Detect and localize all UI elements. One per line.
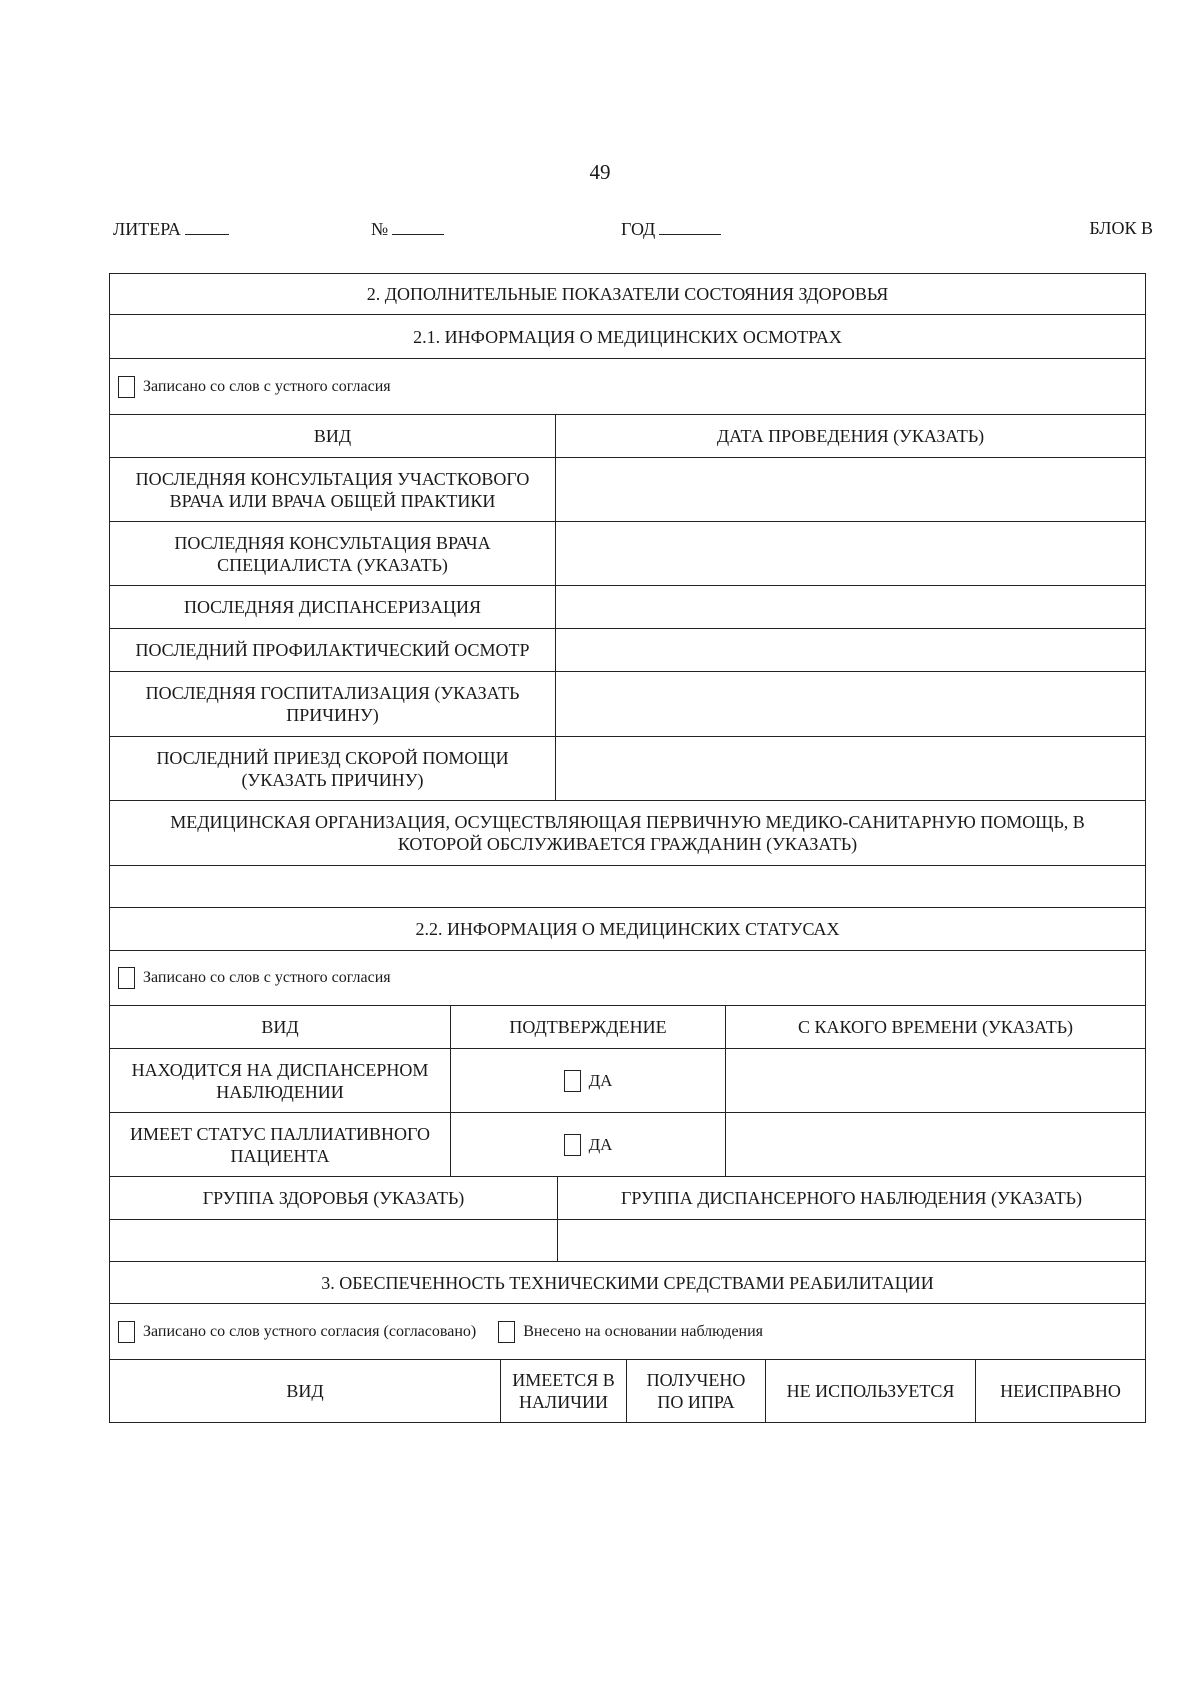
status-since-field[interactable]: [726, 1113, 1145, 1176]
sub2-col-type: ВИД: [110, 1006, 451, 1048]
section3-observed-checkbox[interactable]: [498, 1321, 515, 1343]
status-yes-checkbox[interactable]: [564, 1070, 581, 1092]
s3-col-received: ПОЛУЧЕНО ПО ИПРА: [627, 1360, 766, 1422]
year-field: [621, 218, 721, 240]
sub2-col-confirm: ПОДТВЕРЖДЕНИЕ: [451, 1006, 726, 1048]
sub1-col-date: ДАТА ПРОВЕДЕНИЯ (УКАЗАТЬ): [716, 426, 985, 446]
groups-input-row: [110, 1220, 1145, 1262]
status-label: НАХОДИТСЯ НА ДИСПАНСЕРНОМ НАБЛЮДЕНИИ: [110, 1049, 451, 1112]
sub1-col-type: ВИД: [110, 415, 556, 457]
status-yes-checkbox[interactable]: [564, 1134, 581, 1156]
exam-type-label: ПОСЛЕДНИЙ ПРОФИЛАКТИЧЕСКИЙ ОСМОТР: [110, 629, 556, 671]
health-form: [109, 273, 1146, 1423]
section3-consent: [110, 1304, 1145, 1359]
exam-date-field[interactable]: [556, 522, 1145, 585]
status-confirm: [451, 1049, 726, 1112]
health-group-field[interactable]: [110, 1220, 558, 1261]
health-group-label: ГРУППА ЗДОРОВЬЯ (УКАЗАТЬ): [110, 1177, 558, 1219]
section3-title-row: [110, 1262, 1145, 1304]
table-row: [110, 458, 1145, 522]
org-label: МЕДИЦИНСКАЯ ОРГАНИЗАЦИЯ, ОСУЩЕСТВЛЯЮЩАЯ ПЕРВИЧНУЮ МЕДИКО-САНИТАРНУЮ ПОМОЩЬ, В КОТОРОЙ ОБСЛУЖИВАЕТСЯ ГРАЖДАНИН (УКАЗАТЬ): [170, 812, 1085, 854]
sub2-consent-label: Записано со слов с устного согласия: [143, 969, 391, 986]
org-input-row: [110, 866, 1145, 908]
section3-consent-label: Записано со слов устного согласия (согласовано): [143, 1322, 477, 1340]
exam-type-label: ПОСЛЕДНЯЯ ДИСПАНСЕРИЗАЦИЯ: [110, 586, 556, 628]
number-field: [371, 218, 444, 240]
status-confirm: [451, 1113, 726, 1176]
sub2-consent-row: [110, 951, 1145, 1006]
year-label: ГОД: [621, 219, 656, 239]
s3-col-type: ВИД: [110, 1360, 501, 1422]
s3-col-available: ИМЕЕТСЯ В НАЛИЧИИ: [501, 1360, 627, 1422]
exam-date-field[interactable]: [556, 672, 1145, 736]
dispensary-group-label: ГРУППА ДИСПАНСЕРНОГО НАБЛЮДЕНИЯ (УКАЗАТЬ): [620, 1188, 1083, 1208]
section3-observed-label: Внесено на основании наблюдения: [523, 1322, 764, 1340]
table-row: [110, 629, 1145, 672]
section3-title: 3. ОБЕСПЕЧЕННОСТЬ ТЕХНИЧЕСКИМИ СРЕДСТВАМИ РЕАБИЛИТАЦИИ: [321, 1272, 934, 1293]
exam-date-field[interactable]: [556, 458, 1145, 521]
exam-date-field[interactable]: [556, 629, 1145, 671]
status-yes-label: ДА: [588, 1134, 613, 1154]
sub1-consent-row: [110, 359, 1145, 415]
exam-type-label: ПОСЛЕДНЯЯ КОНСУЛЬТАЦИЯ УЧАСТКОВОГО ВРАЧА ИЛИ ВРАЧА ОБЩЕЙ ПРАКТИКИ: [110, 458, 556, 521]
exam-type-label: ПОСЛЕДНЯЯ ГОСПИТАЛИЗАЦИЯ (УКАЗАТЬ ПРИЧИНУ): [110, 672, 556, 736]
sub2-col-since: С КАКОГО ВРЕМЕНИ (УКАЗАТЬ): [797, 1017, 1074, 1037]
page-number: 49: [589, 160, 611, 184]
table-row: [110, 522, 1145, 586]
groups-header-row: [110, 1177, 1145, 1220]
sub2-title-row: [110, 908, 1145, 951]
section3-consent-checkbox[interactable]: [118, 1321, 135, 1343]
s3-col-faulty: НЕИСПРАВНО: [1000, 1381, 1121, 1401]
year-blank[interactable]: [659, 218, 721, 235]
sub2-consent-checkbox[interactable]: [118, 967, 135, 989]
s3-col-not-used: НЕ ИСПОЛЬЗУЕТСЯ: [766, 1360, 976, 1422]
number-label: №: [371, 219, 389, 239]
status-label: ИМЕЕТ СТАТУС ПАЛЛИАТИВНОГО ПАЦИЕНТА: [110, 1113, 451, 1176]
table-row: [110, 1049, 1145, 1113]
sub1-title: 2.1. ИНФОРМАЦИЯ О МЕДИЦИНСКИХ ОСМОТРАХ: [413, 326, 842, 347]
sub1-consent-checkbox[interactable]: [118, 376, 135, 398]
org-input-field[interactable]: [110, 866, 1145, 907]
sub1-consent-label: Записано со слов с устного согласия: [143, 377, 391, 395]
status-since-field[interactable]: [726, 1049, 1145, 1112]
exam-type-label: ПОСЛЕДНЯЯ КОНСУЛЬТАЦИЯ ВРАЧА СПЕЦИАЛИСТА (УКАЗАТЬ): [110, 522, 556, 585]
litera-field: [113, 218, 229, 240]
exam-date-field[interactable]: [556, 586, 1145, 628]
number-blank[interactable]: [392, 218, 444, 235]
sub2-title: 2.2. ИНФОРМАЦИЯ О МЕДИЦИНСКИХ СТАТУСАХ: [415, 919, 840, 939]
table-row: [110, 672, 1145, 737]
section3-consent-row: [110, 1304, 1145, 1360]
table-row: [110, 737, 1145, 801]
org-label-row: [110, 801, 1145, 866]
sub1-header-row: [110, 415, 1145, 458]
section3-header-row: [110, 1360, 1145, 1422]
sub1-title-row: [110, 315, 1145, 359]
section2-title-row: [110, 274, 1145, 315]
exam-date-field[interactable]: [556, 737, 1145, 800]
form-header: [113, 218, 1153, 244]
block-label: БЛОК В: [1089, 218, 1153, 238]
section2-title: 2. ДОПОЛНИТЕЛЬНЫЕ ПОКАЗАТЕЛИ СОСТОЯНИЯ ЗДОРОВЬЯ: [366, 284, 889, 304]
sub2-consent: [110, 951, 1145, 1005]
table-row: [110, 586, 1145, 629]
dispensary-group-field[interactable]: [558, 1220, 1145, 1261]
exam-type-label: ПОСЛЕДНИЙ ПРИЕЗД СКОРОЙ ПОМОЩИ (УКАЗАТЬ ПРИЧИНУ): [110, 737, 556, 800]
sub2-header-row: [110, 1006, 1145, 1049]
litera-label: ЛИТЕРА: [113, 219, 181, 239]
sub1-consent: [110, 359, 1145, 414]
table-row: [110, 1113, 1145, 1177]
status-yes-label: ДА: [588, 1070, 613, 1090]
litera-blank[interactable]: [185, 218, 229, 235]
